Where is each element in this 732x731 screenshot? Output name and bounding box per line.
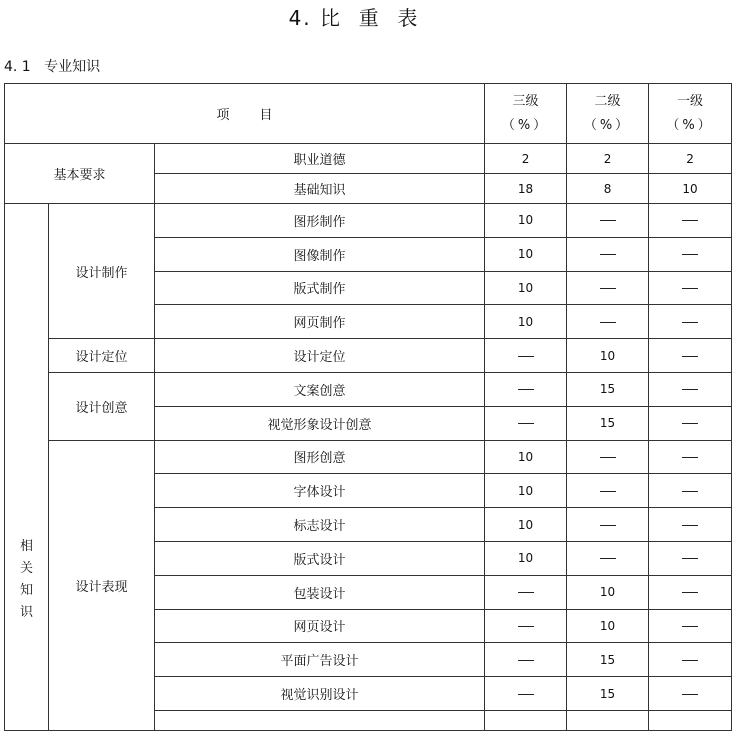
dash-mark — [518, 423, 534, 424]
dash-mark — [682, 254, 698, 255]
item-cell — [155, 204, 485, 238]
item-cell — [155, 474, 485, 508]
item-cell — [155, 339, 485, 373]
value-text: 10 — [517, 213, 534, 228]
value-cell — [485, 271, 567, 305]
level-name: 一级 — [677, 93, 704, 109]
value-cell — [485, 677, 567, 711]
value-cell — [485, 541, 567, 575]
item-cell — [155, 144, 485, 174]
page-title: 4. 比 重 表 — [288, 6, 420, 30]
value-cell — [567, 174, 649, 204]
value-cell — [567, 372, 649, 406]
value-text: 10 — [517, 483, 534, 498]
dash-mark — [600, 254, 616, 255]
value-cell — [567, 575, 649, 609]
value-text: 2 — [603, 151, 612, 166]
value-cell — [485, 305, 567, 339]
value-cell — [567, 204, 649, 238]
value-text: 10 — [682, 181, 698, 196]
item-label: 标志设计 — [293, 519, 346, 535]
item-cell — [155, 305, 485, 339]
level-unit: （%） — [501, 117, 550, 133]
value-text: 8 — [603, 181, 612, 196]
subgroup-label: 设计制作 — [75, 265, 128, 281]
value-cell — [567, 440, 649, 474]
dash-mark — [600, 558, 616, 559]
dash-mark — [600, 220, 616, 221]
value-cell — [649, 508, 732, 542]
value-text: 10 — [517, 314, 534, 329]
value-cell — [485, 474, 567, 508]
value-cell — [649, 204, 732, 238]
table-header-row — [5, 84, 732, 144]
item-label: 网页制作 — [293, 316, 346, 332]
dash-mark — [518, 389, 534, 390]
category-cell — [5, 144, 155, 204]
item-label: 职业道德 — [293, 153, 346, 168]
item-label: 图形创意 — [293, 451, 346, 467]
value-cell — [567, 474, 649, 508]
value-cell — [649, 174, 732, 204]
item-label: 平面广告设计 — [280, 654, 359, 670]
value-cell — [649, 372, 732, 406]
empty-cell — [567, 710, 649, 730]
value-text: 18 — [517, 181, 534, 196]
subgroup-label: 设计表现 — [75, 579, 128, 595]
level-unit: （%） — [666, 117, 714, 133]
value-cell — [485, 144, 567, 174]
empty-cell — [649, 710, 732, 730]
dash-mark — [600, 525, 616, 526]
dash-mark — [682, 660, 698, 661]
subgroup-cell — [49, 339, 155, 373]
value-cell — [485, 174, 567, 204]
value-cell — [567, 305, 649, 339]
value-cell — [485, 609, 567, 643]
item-cell — [155, 440, 485, 474]
subgroup-cell — [49, 372, 155, 440]
item-cell — [155, 677, 485, 711]
value-cell — [485, 339, 567, 373]
subgroup-label: 设计创意 — [75, 400, 128, 416]
item-cell — [155, 372, 485, 406]
subgroup-cell — [49, 204, 155, 339]
value-cell — [567, 677, 649, 711]
category-label: 基本要求 — [53, 168, 106, 183]
value-cell — [485, 643, 567, 677]
item-label: 图像制作 — [293, 248, 346, 264]
table-row — [5, 372, 732, 406]
item-cell — [155, 575, 485, 609]
value-text: 10 — [517, 551, 534, 566]
dash-mark — [600, 288, 616, 289]
dash-mark — [682, 525, 698, 526]
item-label: 版式设计 — [293, 552, 346, 568]
value-cell — [649, 144, 732, 174]
value-text: 10 — [599, 585, 616, 600]
value-cell — [485, 508, 567, 542]
level-name: 二级 — [594, 93, 621, 109]
item-cell — [155, 271, 485, 305]
value-cell — [485, 237, 567, 271]
category-label: 相关知识 — [19, 539, 33, 620]
level-unit: （%） — [583, 117, 632, 133]
subgroup-cell — [49, 440, 155, 730]
value-cell — [649, 305, 732, 339]
dash-mark — [682, 694, 698, 695]
dash-mark — [682, 457, 698, 458]
dash-mark — [682, 558, 698, 559]
header-level-1 — [649, 84, 732, 144]
table-row — [5, 339, 732, 373]
dash-mark — [682, 626, 698, 627]
value-cell — [485, 204, 567, 238]
dash-mark — [600, 322, 616, 323]
value-cell — [649, 474, 732, 508]
value-text: 10 — [599, 348, 616, 363]
value-cell — [485, 372, 567, 406]
empty-cell — [155, 710, 485, 730]
dash-mark — [682, 356, 698, 357]
value-text: 15 — [599, 416, 616, 431]
value-cell — [485, 440, 567, 474]
value-cell — [485, 575, 567, 609]
value-cell — [567, 339, 649, 373]
dash-mark — [518, 626, 534, 627]
item-label: 基础知识 — [293, 183, 346, 198]
weights-table-container — [4, 83, 732, 731]
section-heading: 4. 1 专业知识 — [4, 59, 101, 75]
value-cell — [567, 541, 649, 575]
category-cell-vertical — [5, 204, 49, 731]
item-cell — [155, 643, 485, 677]
value-cell — [649, 271, 732, 305]
dash-mark — [518, 660, 534, 661]
value-cell — [649, 237, 732, 271]
item-label: 视觉形象设计创意 — [267, 417, 372, 433]
item-cell — [155, 609, 485, 643]
item-label: 字体设计 — [293, 485, 346, 501]
value-text: 15 — [599, 652, 616, 667]
value-cell — [649, 541, 732, 575]
item-label: 文案创意 — [293, 383, 346, 399]
value-text: 15 — [599, 382, 616, 397]
value-text: 10 — [517, 517, 534, 532]
value-cell — [649, 406, 732, 440]
dash-mark — [682, 423, 698, 424]
value-cell — [567, 144, 649, 174]
value-cell — [649, 575, 732, 609]
value-cell — [649, 609, 732, 643]
value-cell — [567, 406, 649, 440]
value-text: 15 — [599, 686, 616, 701]
value-cell — [485, 406, 567, 440]
empty-cell — [485, 710, 567, 730]
value-text: 10 — [599, 618, 616, 633]
value-text: 10 — [517, 449, 534, 464]
item-cell — [155, 541, 485, 575]
dash-mark — [600, 491, 616, 492]
value-cell — [567, 271, 649, 305]
value-cell — [567, 508, 649, 542]
value-cell — [567, 643, 649, 677]
item-label: 设计定位 — [293, 350, 346, 366]
dash-mark — [682, 322, 698, 323]
dash-mark — [682, 592, 698, 593]
value-cell — [649, 339, 732, 373]
weights-table — [4, 83, 732, 731]
value-cell — [649, 643, 732, 677]
item-label: 视觉识别设计 — [280, 688, 359, 704]
dash-mark — [682, 220, 698, 221]
value-cell — [649, 440, 732, 474]
value-cell — [649, 677, 732, 711]
header-level-3 — [485, 84, 567, 144]
value-text: 10 — [517, 280, 534, 295]
level-name: 三级 — [512, 93, 539, 109]
dash-mark — [600, 457, 616, 458]
table-row — [5, 144, 732, 174]
dash-mark — [682, 389, 698, 390]
item-cell — [155, 237, 485, 271]
item-cell — [155, 406, 485, 440]
dash-mark — [518, 592, 534, 593]
header-level-2 — [567, 84, 649, 144]
dash-mark — [518, 356, 534, 357]
item-label: 包装设计 — [293, 586, 346, 602]
item-cell — [155, 508, 485, 542]
item-label: 网页设计 — [293, 620, 346, 636]
table-row — [5, 204, 732, 238]
item-label: 版式制作 — [293, 282, 346, 298]
dash-mark — [682, 288, 698, 289]
value-cell — [567, 237, 649, 271]
table-row — [5, 440, 732, 474]
value-text: 10 — [517, 247, 534, 262]
item-label: 图形制作 — [293, 214, 346, 230]
value-text: 2 — [686, 151, 694, 166]
item-cell — [155, 174, 485, 204]
header-item-cell: 项目 — [5, 84, 485, 144]
dash-mark — [682, 491, 698, 492]
subgroup-label: 设计定位 — [75, 350, 128, 366]
dash-mark — [518, 694, 534, 695]
value-cell — [567, 609, 649, 643]
value-text: 2 — [521, 151, 530, 166]
